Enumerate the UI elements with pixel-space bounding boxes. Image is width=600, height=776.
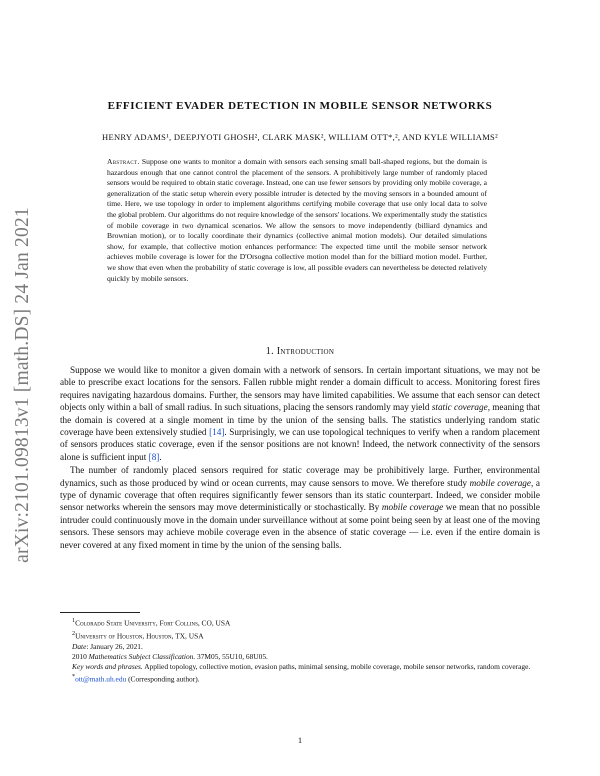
paragraph-1-text-a: Suppose we would like to monitor a given domain with a network of sensors. In certain important situations, we may not be able to prescribe exact locations for the sensors. Fallen rubble might render a domain difficult to access. Monitoring forest fires requires navigating hazardous domains. Further, the sensors may have limited capabilities. We assume that each sensor can detect objects only within a ball of small radius. In such situations, placing the sensors randomly may yield (60, 365, 540, 413)
affiliation-1: Colorado State University, Fort Collins, CO, USA (75, 618, 231, 628)
term-mobile-coverage-2: mobile coverage (381, 502, 444, 513)
footnote-affiliation-1 (60, 616, 540, 629)
paragraph-2-text-b: , a type of dynamic coverage that often requires significantly fewer sensors than its static counterpart. Indeed, we consider mobile sensor networks wherein the sensors may move deterministically or stochastically. By (60, 477, 540, 513)
footnote-keywords (60, 662, 540, 672)
affiliation-2: University of Houston, Houston, TX, USA (75, 631, 204, 641)
paragraph-2 (60, 464, 540, 551)
term-static-coverage: static coverage (431, 402, 488, 413)
footnote-rule (60, 612, 140, 613)
paragraph-1 (60, 364, 540, 463)
corresponding-note: (Corresponding author). (126, 674, 200, 684)
date-label: Date (72, 641, 87, 651)
section-number: 1. (265, 346, 274, 357)
email-link[interactable]: ott@math.uh.edu (75, 674, 127, 684)
arxiv-sidebar-stamp (8, 200, 38, 570)
keywords-label: Key words and phrases. (72, 662, 143, 672)
footnote-msc (60, 652, 540, 662)
paragraph-1-text-d: . (159, 451, 162, 462)
paragraph-1-text-b: , meaning that the domain is covered at a single moment in time by the union of the sensing balls. The statistics underlying random static coverage have been extensively studied (60, 402, 540, 438)
abstract (107, 157, 487, 284)
term-mobile-coverage: mobile coverage (469, 477, 531, 488)
footnote-mark-1: 1 (72, 618, 76, 624)
page-number: 1 (297, 735, 303, 745)
msc-codes: 37M05, 55U10, 68U05. (195, 651, 268, 661)
abstract-label: Abstract. (107, 157, 140, 166)
footnote-affiliation-2 (60, 629, 540, 642)
footnote-mark-star: * (72, 674, 76, 681)
body-text (60, 364, 540, 551)
footnote-date (60, 642, 540, 652)
author-list: HENRY ADAMS¹, DEEPJYOTI GHOSH², CLARK MASK², WILLIAM OTT*,², AND KYLE WILLIAMS² (102, 132, 498, 142)
arxiv-identifier: arXiv:2101.09813v1 [math.DS] 24 Jan 2021 (12, 207, 33, 563)
date-value: : January 26, 2021. (86, 641, 143, 651)
paper-title: EFFICIENT EVADER DETECTION IN MOBILE SENSOR NETWORKS (107, 100, 493, 112)
paragraph-2-text-c: we mean that no possible intruder could continuously move in the domain under surveillance without at some point being seen by at least one of the moving sensors. These sensors may achieve mobile coverage even in the absence of static coverage — i.e. even if the entire domain is never covered at any fixed moment in time by the union of the sensing balls. (60, 502, 540, 550)
section-title: Introduction (276, 346, 335, 357)
footnote-mark-2: 2 (72, 630, 76, 637)
abstract-text: Suppose one wants to monitor a domain with sensors each sensing small ball-shaped regions, but the domain is hazardous enough that one cannot control the placement of the sensors. A prohibitively large number of randomly placed sensors would be required to obtain static coverage. Instead, one can use fewer sensors by providing only mobile coverage, a generalization of the static setup wherein every possible intruder is detected by the moving sensors in a bounded amount of time. Here, we use topology in order to implement algorithms certifying mobile coverage that use only local data to solve the global problem. Our algorithms do not require knowledge of the sensors' locations. We experimentally study the statistics of mobile coverage in two dynamical scenarios. We allow the sensors to move independently (billiard dynamics and Brownian motion), or to locally coordinate their dynamics (collective animal motion models). Our detailed simulations show, for example, that collective motion enhances performance: The expected time until the mobile sensor network achieves mobile coverage is lower for the D'Orsogna collective motion model than for the billiard motion model. Further, we show that even when the probability of static coverage is low, all possible evaders can nevertheless be detected relatively quickly by mobile sensors. (107, 157, 488, 283)
paragraph-1-text-c: . Surprisingly, we can use topological techniques to verify when a random placement of sensors produces static coverage, even if the sensor positions are not known! Indeed, the network connectivity of the sensors alone is sufficient input (60, 427, 540, 462)
citation-link-14[interactable]: [14] (209, 427, 225, 438)
citation-link-8[interactable]: [8] (148, 451, 160, 462)
footnotes (60, 612, 540, 685)
msc-label: Mathematics Subject Classification. (88, 651, 196, 661)
paragraph-2-text-a: The number of randomly placed sensors required for static coverage may be prohibitively large. Further, environmental dynamics, such as those produced by wind or ocean currents, may cause sensors to move. We therefore study (60, 465, 540, 488)
section-heading (60, 346, 540, 357)
footnote-corresponding (60, 672, 540, 685)
msc-year: 2010 (72, 651, 89, 661)
keywords-text: Applied topology, collective motion, evasion paths, minimal sensing, mobile coverage, mobile sensor networks, random coverage. (142, 662, 531, 672)
